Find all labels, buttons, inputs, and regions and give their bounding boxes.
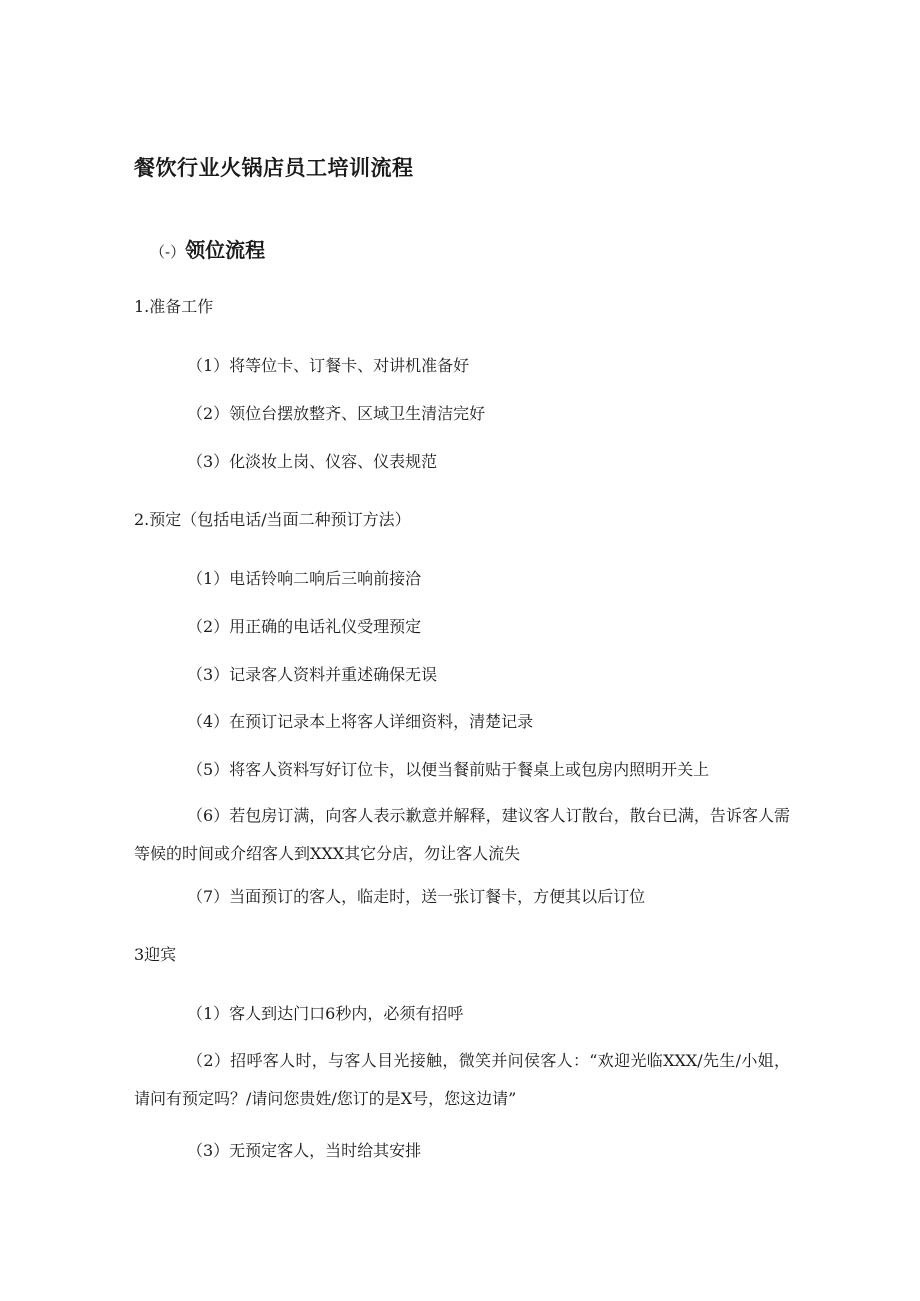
subsection-heading-preparation: 1.准备工作 bbox=[134, 297, 214, 316]
list-item: （2）用正确的电话礼仪受理预定 bbox=[187, 617, 422, 636]
list-item-paragraph: （2）招呼客人时，与客人目光接触，微笑并问侯客人：“欢迎光临XXX/先生/小姐，请问有预定吗？/请问您贵姓/您订的是X号，您这边请” bbox=[134, 1051, 790, 1108]
list-item: （1）客人到达门口6秒内，必须有招呼 bbox=[187, 1004, 464, 1023]
subsection-heading-reservation: 2.预定（包括电话/当面二种预订方法） bbox=[134, 510, 411, 529]
list-item: （3）化淡妆上岗、仪容、仪表规范 bbox=[187, 452, 438, 471]
document-title: 餐饮行业火锅店员工培训流程 bbox=[134, 156, 414, 180]
list-item: （4）在预订记录本上将客人详细资料，清楚记录 bbox=[187, 712, 534, 731]
list-item: （3）无预定客人，当时给其安排 bbox=[187, 1141, 422, 1160]
list-item-paragraph: （6）若包房订满，向客人表示歉意并解释，建议客人订散台，散台已满，告诉客人需等候的时间或介绍客人到XXX其它分店，勿让客人流失 bbox=[134, 806, 790, 863]
subsection-heading-greeting: 3迎宾 bbox=[134, 945, 177, 964]
list-item: （5）将客人资料写好订位卡，以便当餐前贴于餐桌上或包房内照明开关上 bbox=[187, 760, 710, 779]
list-item: （3）记录客人资料并重述确保无误 bbox=[187, 665, 438, 684]
list-item: （1）将等位卡、订餐卡、对讲机准备好 bbox=[187, 356, 470, 375]
section-heading bbox=[150, 234, 265, 263]
list-item: （1）电话铃响二响后三响前接洽 bbox=[187, 569, 422, 588]
list-item: （2）领位台摆放整齐、区域卫生清洁完好 bbox=[187, 404, 486, 423]
section-marker: （-） bbox=[150, 243, 186, 261]
section-title: 领位流程 bbox=[185, 238, 266, 262]
list-item: （7）当面预订的客人，临走时，送一张订餐卡，方便其以后订位 bbox=[187, 887, 646, 906]
